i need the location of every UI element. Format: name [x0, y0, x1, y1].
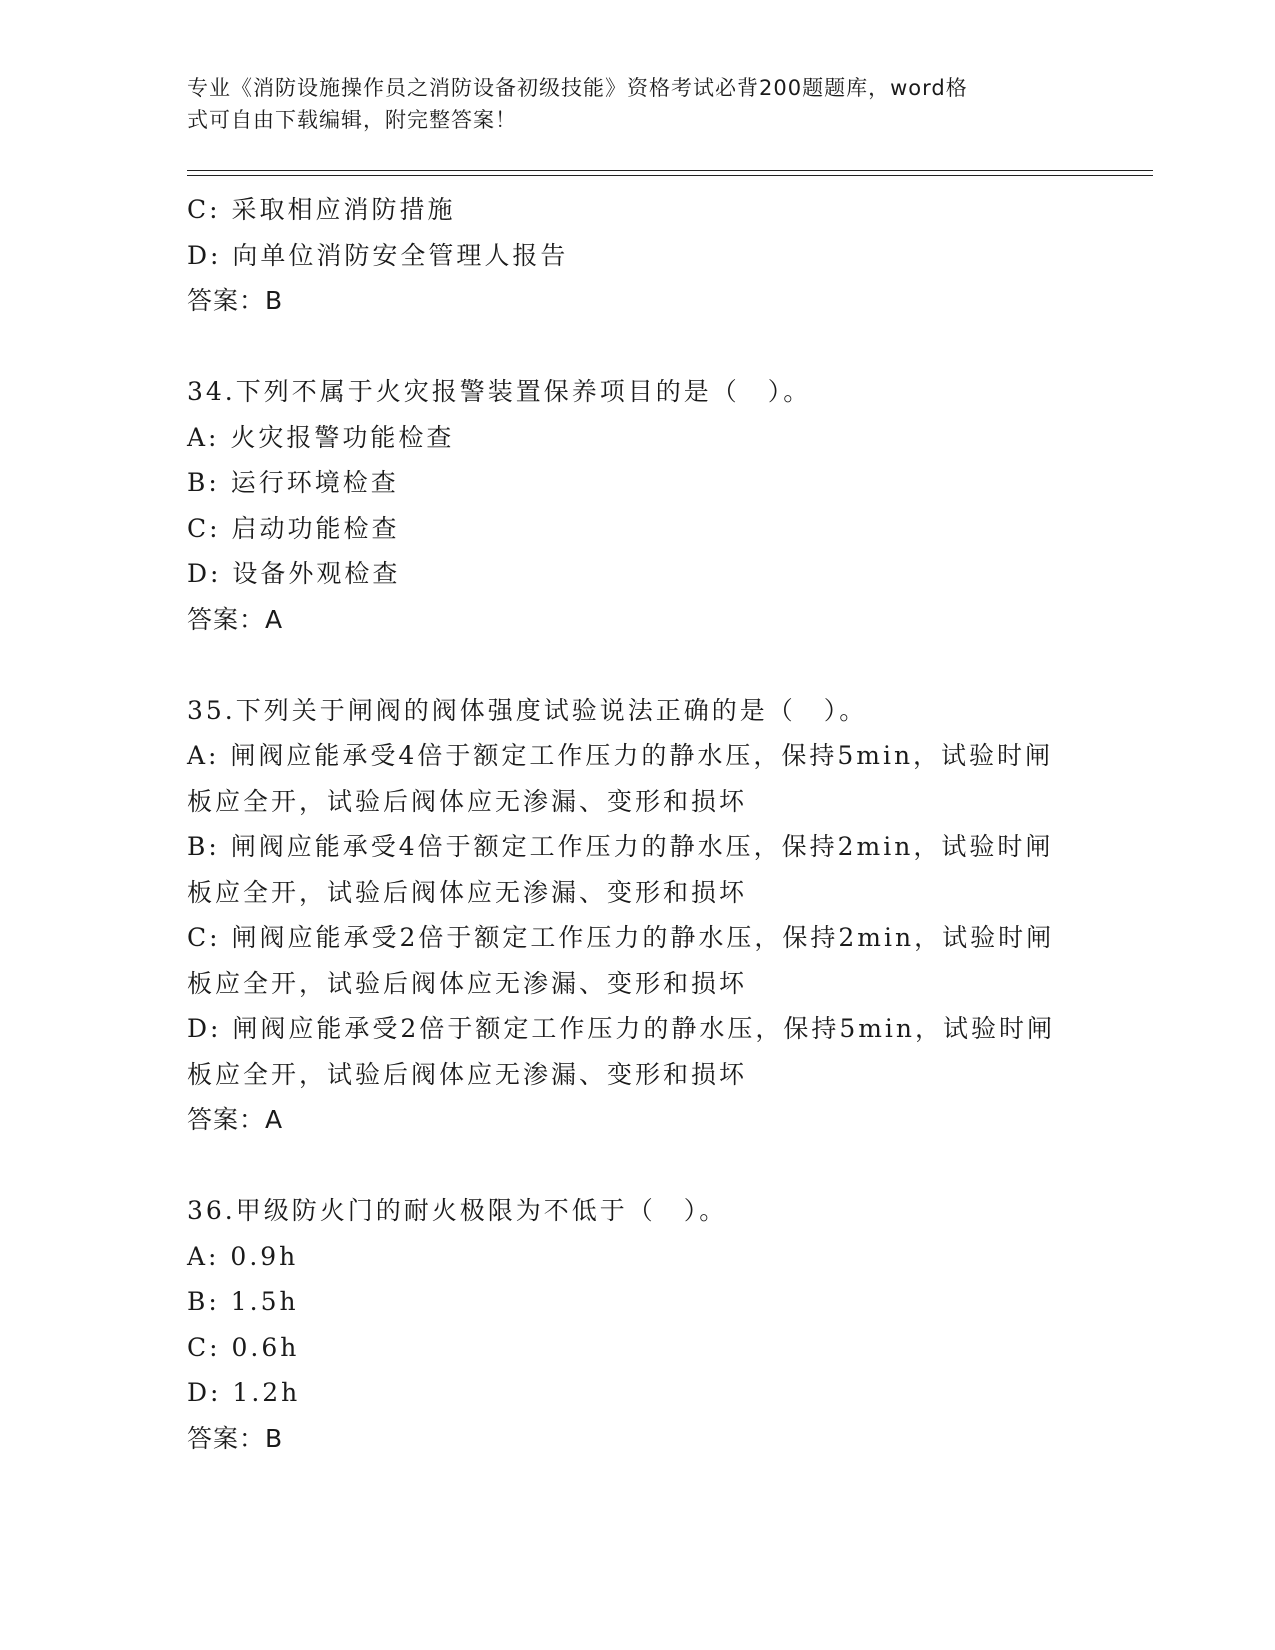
answer-line: 答案：B: [187, 1423, 284, 1453]
option-b: B: 1.5h: [187, 1287, 299, 1316]
option-c-line-1: C: 闸阀应能承受2倍于额定工作压力的静水压，保持2min，试验时闸: [187, 923, 1055, 952]
option-d: D: 向单位消防安全管理人报告: [187, 240, 569, 270]
option-b-line-1: B: 闸阀应能承受4倍于额定工作压力的静水压，保持2min，试验时闸: [187, 832, 1054, 861]
option-b: B: 运行环境检查: [187, 468, 399, 497]
question-gap: [187, 324, 1087, 370]
option-a: A: 火灾报警功能检查: [187, 422, 455, 452]
question-list: [187, 187, 1087, 1461]
option-c: C: 启动功能检查: [187, 513, 400, 543]
header-rule-bottom: [187, 175, 1153, 176]
option-d: D: 1.2h: [187, 1378, 301, 1407]
question-stem: 34.下列不属于火灾报警装置保养项目的是（ ）。: [187, 377, 812, 406]
document-header: [187, 72, 1067, 136]
option-c: C: 0.6h: [187, 1332, 300, 1362]
option-a-line-2: 板应全开，试验后阀体应无渗漏、变形和损坏: [187, 786, 748, 816]
option-a-line-1: A: 闸阀应能承受4倍于额定工作压力的静水压，保持5min，试验时闸: [187, 741, 1054, 770]
question-stem: 36.甲级防火门的耐火极限为不低于（ ）。: [187, 1196, 728, 1225]
answer-line: 答案：B: [187, 286, 284, 315]
answer-line: 答案：A: [187, 1105, 284, 1134]
option-d: D: 设备外观检查: [187, 559, 401, 588]
question-gap: [187, 1143, 1087, 1189]
header-rule-top: [187, 170, 1153, 171]
option-d-line-1: D: 闸阀应能承受2倍于额定工作压力的静水压，保持5min，试验时闸: [187, 1014, 1056, 1043]
option-d-line-2: 板应全开，试验后阀体应无渗漏、变形和损坏: [187, 1059, 748, 1089]
header-title-line-2: 式可自由下载编辑，附完整答案！: [187, 108, 517, 132]
option-a: A: 0.9h: [187, 1241, 299, 1271]
answer-line: 答案：A: [187, 604, 284, 634]
option-b-line-2: 板应全开，试验后阀体应无渗漏、变形和损坏: [187, 877, 748, 907]
header-title-line-1: 专业《消防设施操作员之消防设备初级技能》资格考试必背200题题库，word格: [187, 76, 968, 100]
question-gap: [187, 642, 1087, 688]
question-stem: 35.下列关于闸阀的阀体强度试验说法正确的是（ ）。: [187, 695, 868, 725]
option-c: C: 采取相应消防措施: [187, 195, 456, 224]
option-c-line-2: 板应全开，试验后阀体应无渗漏、变形和损坏: [187, 968, 748, 998]
